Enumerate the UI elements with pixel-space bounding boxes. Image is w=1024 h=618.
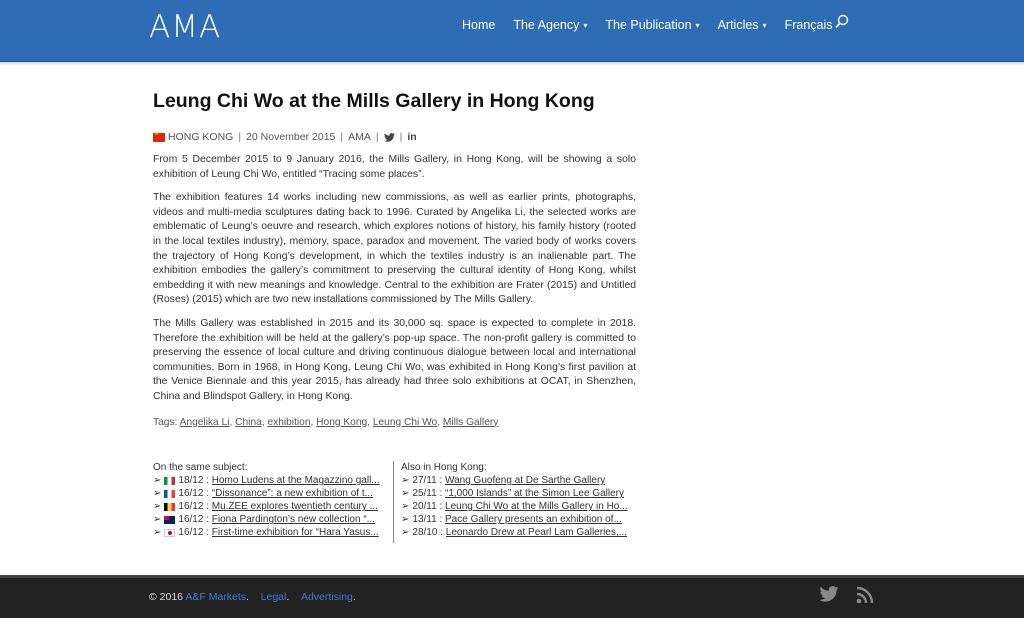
article-tags: Tags: Angelika Li, China, exhibition, Hong Kong, Leung Chi Wo, Mills Gallery — [153, 416, 499, 428]
related-link[interactable]: Pace Gallery presents an exhibition of... — [445, 514, 622, 526]
footer-social — [819, 586, 891, 604]
item-date: 20/11 : — [412, 501, 443, 513]
item-date: 25/11 : — [412, 488, 443, 500]
meta-separator: | — [238, 131, 242, 143]
france-flag-icon — [164, 490, 175, 498]
list-item — [401, 487, 635, 500]
legal-link[interactable]: Legal — [260, 591, 287, 603]
related-link[interactable]: Leonardo Drew at Pearl Lam Galleries,... — [445, 527, 627, 539]
site-logo[interactable]: AMA — [149, 9, 222, 45]
list-item — [401, 513, 635, 526]
linkedin-share-icon[interactable]: in — [407, 131, 417, 143]
tag-link[interactable]: Leung Chi Wo — [372, 416, 438, 428]
arrow-icon: ➢ — [401, 501, 410, 513]
chevron-down-icon: ▾ — [583, 20, 588, 30]
footer-period: . — [352, 591, 356, 603]
nav-francais[interactable] — [785, 18, 833, 32]
tags-label: Tags: — [153, 416, 178, 428]
main-nav — [462, 0, 851, 50]
nav-label: The Publication — [605, 18, 692, 32]
arrow-icon: ➢ — [401, 488, 410, 500]
meta-author: AMA — [348, 131, 371, 143]
related-link[interactable]: Homo Ludens at the Magazzino gall... — [211, 475, 380, 487]
meta-date: 20 November 2015 — [246, 131, 336, 143]
item-date: 18/12 : — [178, 475, 209, 487]
also-in-heading: Also in Hong Kong: — [401, 462, 487, 473]
twitter-share-icon[interactable] — [384, 133, 395, 142]
related-link[interactable]: First-time exhibition for “Hara Yasus... — [211, 527, 379, 539]
article-title: Leung Chi Wo at the Mills Gallery in Hong Kong — [153, 90, 595, 112]
item-date: 16/12 : — [178, 501, 209, 513]
tag-link[interactable]: Angelika Li — [179, 416, 230, 428]
arrow-icon: ➢ — [153, 501, 162, 513]
related-link[interactable]: Leung Chi Wo at the Mills Gallery in Ho... — [445, 501, 628, 513]
copyright: © 2016 — [149, 591, 184, 603]
item-date: 16/12 : — [178, 527, 209, 539]
tag-link[interactable]: exhibition — [267, 416, 311, 428]
twitter-icon[interactable] — [819, 586, 839, 602]
site-header — [0, 0, 1024, 62]
advertising-link[interactable]: Advertising — [300, 591, 353, 603]
item-date: 16/12 : — [178, 488, 209, 500]
footer-text — [149, 591, 356, 603]
article-paragraph: The Mills Gallery was established in 2015 and its 30,000 sq. space is expected to complete in 2018. Therefore the exhibition will be held at the gallery’s pop-up space. The non-profit gallery is committed to preserving the essence of local culture and driving continuous dialogue between local and international communities. Born in 1968, in Hong Kong, Leung Chi Wo, was exhibited in Hong Kong’s first pavilion at the Venice Biennale and this year 2015, has already had three solo exhibitions at OCAT, in Shenzhen, China and Blindspot Gallery, in Hong Kong. — [153, 317, 636, 402]
site-footer — [0, 575, 1024, 618]
header-shadow — [0, 62, 1024, 66]
arrow-icon: ➢ — [401, 514, 410, 526]
same-subject-list — [153, 461, 394, 543]
related-link[interactable]: “Dissonance”: a new exhibition of t... — [211, 488, 373, 500]
australia-flag-icon — [164, 516, 175, 524]
article-meta — [153, 130, 636, 144]
japan-flag-icon — [164, 529, 175, 537]
nav-the-agency[interactable] — [513, 18, 587, 32]
list-item — [153, 474, 383, 487]
related-link[interactable]: Wang Guofeng at De Sarthe Gallery — [445, 475, 606, 487]
nav-the-publication[interactable] — [605, 18, 699, 32]
belgium-flag-icon — [164, 503, 175, 511]
item-date: 16/12 : — [178, 514, 209, 526]
same-subject-heading: On the same subject: — [153, 462, 248, 473]
meta-location: HONG KONG — [168, 131, 234, 143]
china-flag-icon — [153, 133, 165, 142]
footer-period: . — [286, 591, 290, 603]
article — [153, 86, 636, 428]
article-paragraph: From 5 December 2015 to 9 January 2016, the Mills Gallery, in Hong Kong, will be showing a solo exhibition of Leung Chi Wo, entitled “Tracing some places”. — [153, 154, 636, 180]
list-item — [153, 513, 383, 526]
chevron-down-icon: ▾ — [695, 20, 700, 30]
list-item — [153, 500, 383, 513]
nav-label: Home — [462, 18, 496, 32]
arrow-icon: ➢ — [153, 527, 162, 539]
arrow-icon: ➢ — [153, 488, 162, 500]
nav-articles[interactable] — [718, 18, 767, 32]
arrow-icon: ➢ — [153, 514, 162, 526]
nav-label: The Agency — [513, 18, 580, 32]
related-link[interactable]: Fiona Pardington’s new collection “... — [211, 514, 376, 526]
list-item — [401, 474, 635, 487]
tag-link[interactable]: China — [235, 416, 262, 428]
nav-home[interactable] — [462, 18, 495, 32]
tag-link[interactable]: Hong Kong — [316, 416, 368, 428]
list-item — [153, 526, 383, 539]
rss-icon[interactable] — [856, 586, 874, 604]
related-link[interactable]: Mu.ZEE explores twentieth century ... — [211, 501, 378, 513]
company-link[interactable]: A&F Markets — [185, 591, 247, 603]
footer-period: . — [246, 591, 249, 603]
meta-separator: | — [399, 131, 403, 143]
related-articles — [153, 461, 636, 546]
arrow-icon: ➢ — [153, 475, 162, 487]
nav-label: Français — [784, 18, 833, 32]
item-date: 13/11 : — [412, 514, 443, 526]
nav-label: Articles — [717, 18, 759, 32]
arrow-icon: ➢ — [401, 527, 410, 539]
tag-link[interactable]: Mills Gallery — [442, 416, 499, 428]
list-item — [153, 487, 383, 500]
related-link[interactable]: “1,000 Islands” at the Simon Lee Gallery — [445, 488, 624, 500]
arrow-icon: ➢ — [401, 475, 410, 487]
item-date: 27/11 : — [412, 475, 443, 487]
also-in-list — [394, 461, 635, 546]
list-item — [401, 500, 635, 513]
item-date: 28/10 : — [412, 527, 443, 539]
search-icon[interactable] — [834, 14, 850, 30]
meta-separator: | — [340, 131, 344, 143]
italy-flag-icon — [164, 477, 175, 485]
meta-separator: | — [375, 131, 379, 143]
chevron-down-icon: ▾ — [762, 20, 767, 30]
list-item — [401, 526, 635, 539]
article-paragraph: The exhibition features 14 works including new commissions, as well as earlier prints, photographs, videos and multi-media sculptures dating back to 1996. Curated by Angelika Li, the selected works are emblematic of Leung’s oeuvre and research, which explores notions of history, his family history (rooted in the local textiles industry), memory, space, paradox and movement. The varied body of works covers the trajectory of Hong Kong’s development, in which the textiles industry is an inalienable part. The exhibition embodies the gallery’s commitment to preserving the cultural identity of Hong Kong, whilst embedding it with new meanings and knowledge. Central to the exhibition are Frater (2015) and Untitled (Roses) (2015) which are two new installations commissioned by The Mills Gallery. — [153, 192, 636, 306]
